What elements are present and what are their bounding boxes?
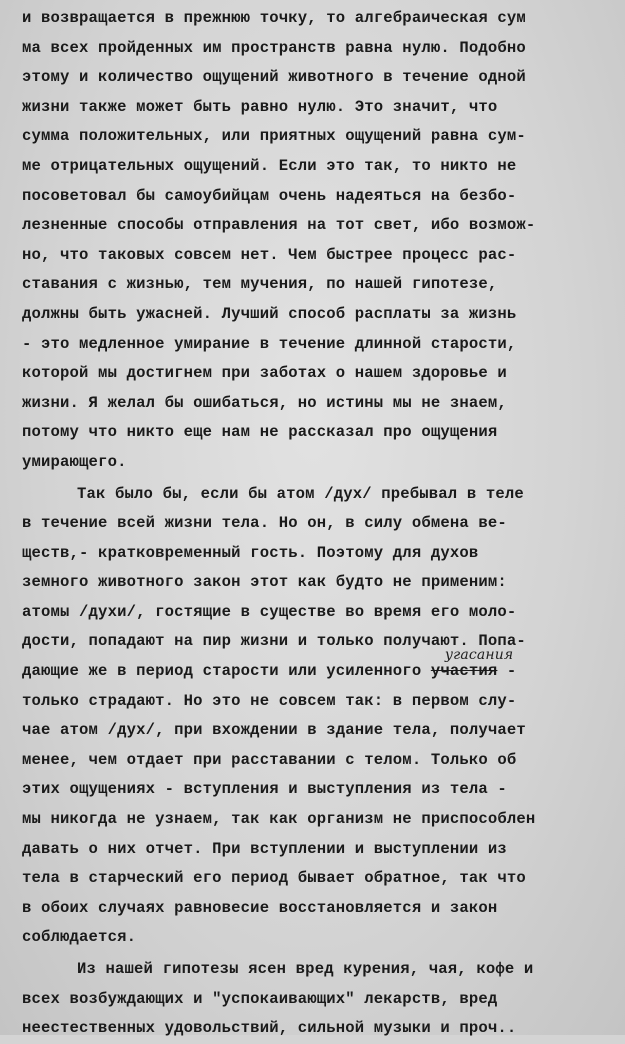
text-segment: - — [497, 662, 517, 681]
paragraph-3 — [22, 955, 609, 1044]
text-line: Из нашей гипотезы ясен вред курения, чая, кофе и — [77, 960, 534, 978]
text-line: этому и количество ощущений животного в течение одной — [22, 68, 526, 87]
text-line: должны быть ужасней. Лучший способ расплаты за жизнь — [22, 304, 517, 323]
text-line: ществ,- кратковременный гость. Поэтому для духов — [22, 543, 479, 562]
text-line: земного животного закон этот как будто не применим: — [22, 573, 507, 592]
text-line: жизни. Я желал бы ошибаться, но истины мы не знаем, — [22, 393, 507, 412]
text-line: которой мы достигнем при заботах о нашем здоровье и — [22, 364, 507, 383]
text-line: чае атом /дух/, при вхождении в здание тела, получает — [22, 721, 526, 740]
text-line: этих ощущениях - вступления и выступления из тела - — [22, 780, 507, 799]
text-line: но, что таковых совсем нет. Чем быстрее процесс рас- — [22, 245, 517, 264]
text-line: и возвращается в прежнюю точку, то алгебраическая сум — [22, 9, 526, 27]
text-line: всех возбуждающих и "успокаивающих" лекарств, вред — [22, 989, 498, 1008]
text-line: только страдают. Но это не совсем так: в первом слу- — [22, 691, 517, 710]
text-line: менее, чем отдает при расставании с телом. Только об — [22, 750, 517, 769]
text-line: лезненные способы отправления на тот свет, ибо возмож- — [22, 216, 536, 235]
text-line: - это медленное умирание в течение длинной старости, — [22, 334, 517, 353]
text-line: дости, попадают на пир жизни и только получают. Попа- — [22, 632, 526, 651]
struck-word: участия — [430, 662, 498, 681]
text-line: атомы /духи/, гостящие в существе во время его моло- — [22, 602, 517, 621]
text-line-with-correction — [22, 647, 609, 687]
text-line: сумма положительных, или приятных ощущений равна сум- — [22, 127, 526, 146]
text-line: в обоих случаях равновесие восстановляется и закон — [22, 898, 498, 917]
paragraph-1 — [22, 4, 609, 478]
text-line: посоветовал бы самоубийцам очень надеяться на безбо- — [22, 186, 517, 205]
text-line: неестественных удовольствий, сильной музыки и проч.. — [22, 1019, 517, 1038]
text-line: потому что никто еще нам не рассказал про ощущения — [22, 423, 498, 442]
text-line: Так было бы, если бы атом /дух/ пребывал в теле — [77, 484, 524, 503]
text-line: ставания с жизнью, тем мучения, по нашей гипотезе, — [22, 275, 498, 294]
text-line: жизни также может быть равно нулю. Это значит, что — [22, 97, 498, 116]
text-line: тела в старческий его период бывает обратное, так что — [22, 869, 526, 888]
text-line: умирающего. — [22, 452, 127, 471]
correction-wrap — [430, 647, 514, 687]
text-line: соблюдается. — [22, 928, 137, 947]
text-line: мы никогда не узнаем, так как организм не приспособлен — [22, 810, 536, 829]
handwritten-correction: угасания — [444, 647, 514, 664]
text-line: в течение всей жизни тела. Но он, в силу обмена ве- — [22, 514, 507, 533]
text-line: ме отрицательных ощущений. Если это так, то никто не — [22, 156, 517, 175]
text-line: давать о них отчет. При вступлении и выступлении из — [22, 839, 507, 858]
text-segment: дающие же в период старости или усиленного — [22, 662, 431, 681]
text-line: ма всех пройденных им пространств равна нулю. Подобно — [22, 38, 526, 57]
paragraph-2 — [22, 480, 609, 954]
